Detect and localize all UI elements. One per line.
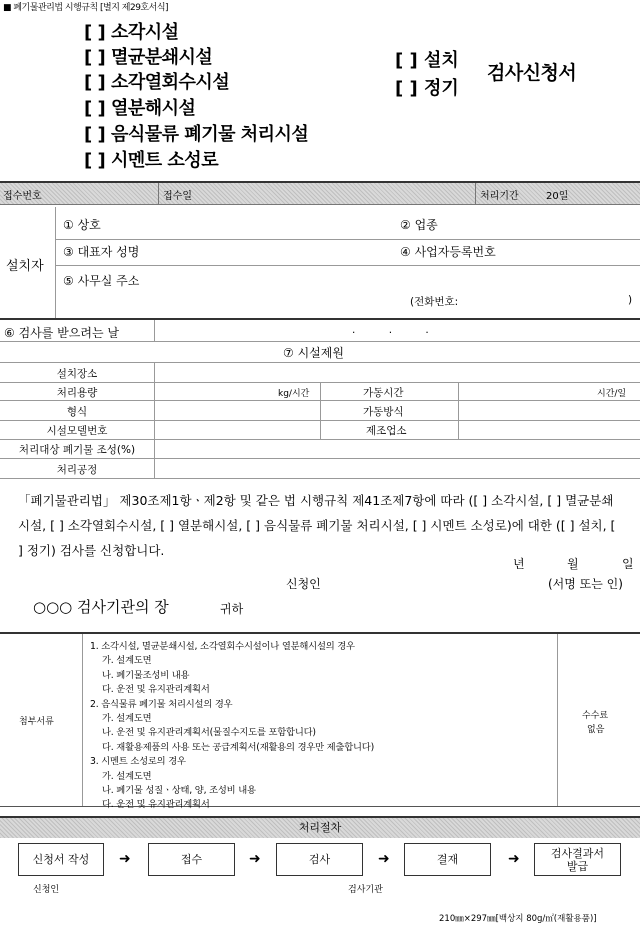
step-write-application: 신청서 작성 [18, 843, 104, 876]
processing-period-value: 20일 [546, 191, 569, 202]
option-sterilization-crushing[interactable]: [ ] 멸균분쇄시설 [84, 47, 213, 68]
step-inspection: 검사 [276, 843, 363, 876]
date-year[interactable]: 년 [513, 557, 525, 571]
facility-type-label: 형식 [66, 406, 88, 418]
attachment-item: 다. 재활용제품의 사용 또는 공급계획서(재활용의 경우만 제출합니다) [102, 741, 375, 753]
operating-hours-label: 가동시간 [363, 387, 404, 399]
step-receipt: 접수 [148, 843, 235, 876]
form-legal-reference: ■ 폐기물관리법 시행규칙 [별지 제29호서식] [3, 3, 169, 13]
attachment-item: 나. 폐기물조성비 내용 [102, 669, 190, 681]
arrow-right-icon: ➜ [378, 851, 390, 867]
attachment-item: 1. 소각시설, 멸균분쇄시설, 소각열회수시설이나 열분해시설의 경우 [90, 641, 355, 652]
date-month[interactable]: 월 [567, 557, 579, 571]
application-statement: 「폐기물관리법」 제30조제1항ㆍ제2항 및 같은 법 시행규칙 제41조제7항에 따라 ([ ] 소각시설, [ ] 멸균분쇄시설, [ ] 소각열회수시설, [ ] 열분해시설, [ ] 음식물류 폐기물 처리시설, [ ] 시멘트 소성로)에 대한 ([ ] 설치, [ ] 정기) 검사를 신청합니다. [18, 493, 616, 558]
option-heat-recovery[interactable]: [ ] 소각열회수시설 [84, 72, 230, 93]
fee-label: 수수료 [582, 711, 609, 721]
receipt-number-label: 접수번호 [3, 191, 42, 202]
installer-label: 설치자 [6, 259, 44, 274]
business-name-field[interactable]: ① 상호 [63, 218, 101, 232]
model-number-label: 시설모델번호 [46, 425, 108, 437]
process-applicant-label: 신청인 [33, 885, 60, 895]
attachment-item: 나. 운전 및 유지관리계획서(물질수지도를 포함합니다) [102, 727, 316, 739]
attachment-item: 3. 시멘트 소성로의 경우 [90, 756, 186, 768]
representative-name-field[interactable]: ③ 대표자 성명 [63, 245, 140, 259]
applicant-label: 신청인 [286, 577, 321, 591]
date-day[interactable]: 일 [622, 557, 634, 571]
recipient-name: ○○○ 검사기관의 장 [33, 598, 169, 616]
signature-field[interactable]: (서명 또는 인) [548, 577, 623, 591]
arrow-right-icon: ➜ [249, 851, 261, 867]
form-title: 검사신청서 [487, 62, 577, 84]
capacity-unit: kg/시간 [278, 389, 310, 399]
manufacturer-label: 제조업소 [366, 425, 407, 437]
step-approval: 결재 [404, 843, 491, 876]
recipient-suffix: 귀하 [220, 602, 244, 616]
attachment-item: 다. 운전 및 유지관리계획서 [102, 684, 210, 696]
waste-composition-label: 처리대상 폐기물 조성(%) [18, 444, 136, 456]
attachment-item: 가. 설계도면 [102, 770, 152, 782]
processing-capacity-label: 처리용량 [56, 387, 98, 399]
operation-mode-label: 가동방식 [363, 406, 404, 418]
option-periodic[interactable]: [ ] 정기 [395, 78, 459, 99]
option-pyrolysis[interactable]: [ ] 열분해시설 [84, 98, 196, 119]
processing-period-label: 처리기간 [480, 191, 519, 202]
attachments-list [90, 640, 374, 813]
paper-spec-footer: 210㎜×297㎜[백상지 80g/㎡(재활용품)] [439, 914, 597, 924]
phone-number-label[interactable]: (전화번호: [410, 296, 459, 308]
attachment-item: 다. 운전 및 유지관리계획서 [102, 799, 210, 811]
option-food-waste[interactable]: [ ] 음식물류 폐기물 처리시설 [84, 124, 309, 145]
installation-location-label: 설치장소 [56, 368, 98, 380]
operating-hours-unit: 시간/일 [597, 389, 627, 399]
arrow-right-icon: ➜ [508, 851, 520, 867]
fee-value: 없음 [587, 725, 605, 735]
attachment-item: 2. 음식물류 폐기물 처리시설의 경우 [90, 698, 233, 710]
step-issue-result: 검사결과서 발급 [534, 843, 621, 876]
inspection-date-label: ⑥ 검사를 받으려는 날 [4, 326, 119, 340]
process-title: 처리절차 [0, 816, 640, 838]
option-incineration[interactable]: [ ] 소각시설 [84, 22, 179, 43]
phone-close-paren: ) [628, 294, 633, 306]
business-type-field[interactable]: ② 업종 [400, 218, 438, 232]
option-installation[interactable]: [ ] 설치 [395, 50, 459, 71]
office-address-field[interactable]: ⑤ 사무실 주소 [63, 274, 140, 288]
attachments-label: 첨부서류 [19, 717, 54, 727]
arrow-right-icon: ➜ [119, 851, 131, 867]
attachment-item: 가. 설계도면 [102, 655, 152, 667]
attachment-item: 나. 폐기물 성질ㆍ상태, 양, 조성비 내용 [102, 785, 256, 797]
business-reg-number-field[interactable]: ④ 사업자등록번호 [400, 245, 496, 259]
process-agency-label: 검사기관 [348, 885, 383, 895]
attachment-item: 가. 설계도면 [102, 713, 152, 725]
receipt-date-label: 접수일 [163, 191, 192, 202]
option-cement-kiln[interactable]: [ ] 시멘트 소성로 [84, 150, 219, 171]
receipt-band [0, 181, 640, 205]
treatment-process-label: 처리공정 [56, 464, 98, 476]
facility-specs-title: ⑦ 시설제원 [283, 346, 344, 360]
inspection-date-field[interactable]: . . . [352, 324, 429, 336]
